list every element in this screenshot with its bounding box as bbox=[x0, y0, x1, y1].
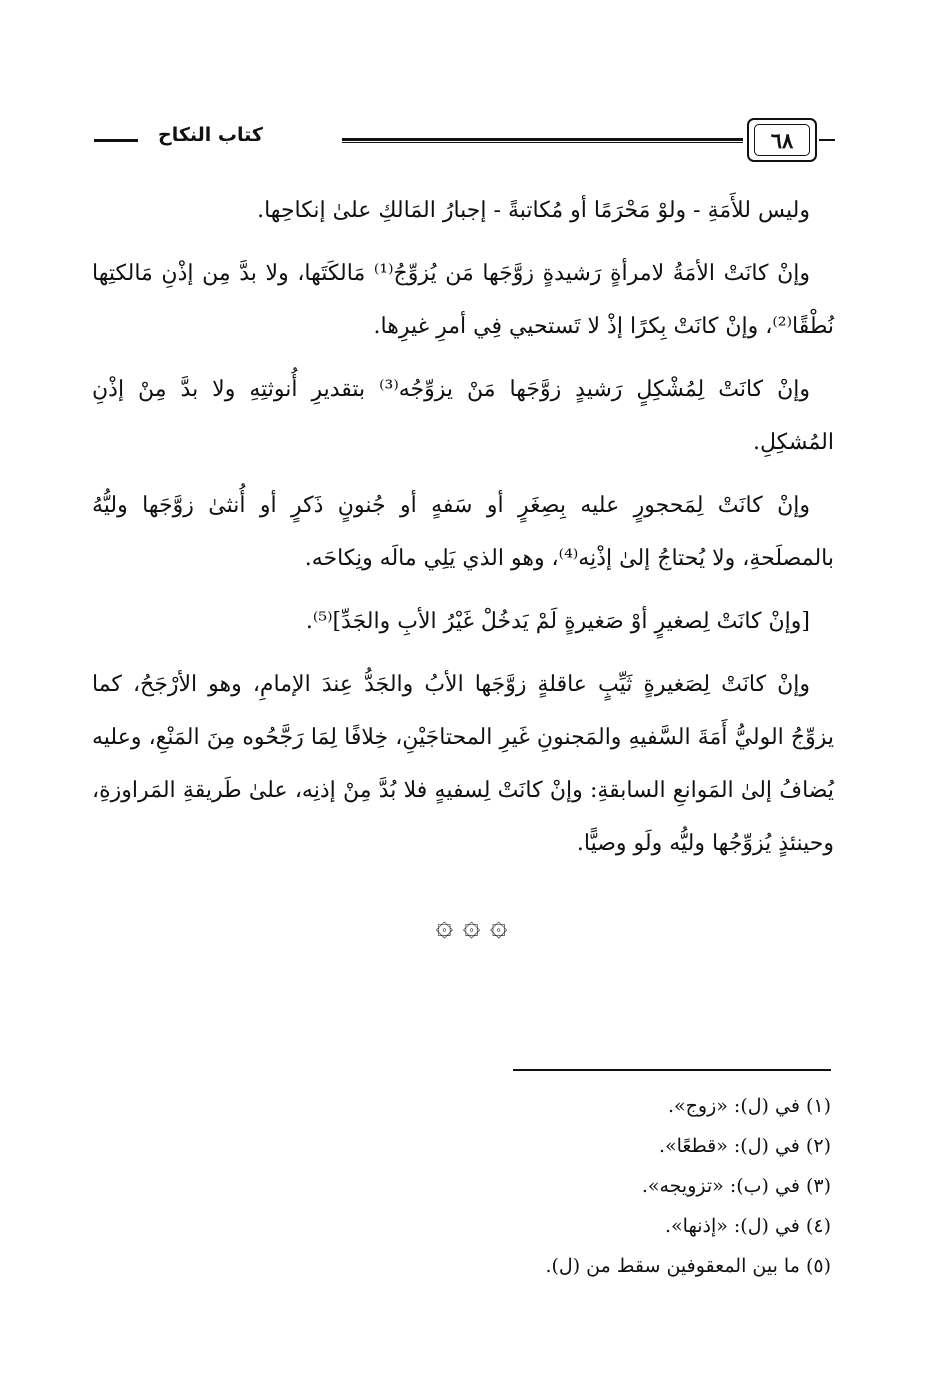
footnote-separator bbox=[513, 1069, 831, 1071]
header-rule bbox=[342, 138, 743, 141]
page-number: ٦٨ bbox=[754, 124, 810, 156]
footnote: (٥) ما بين المعقوفين سقط من (ل). bbox=[545, 1255, 831, 1277]
main-text bbox=[92, 184, 834, 880]
footnote: (١) في (ل): «زوج». bbox=[667, 1095, 831, 1117]
paragraph: [وإنْ كانَتْ لِصغيرٍ أوْ صَغيرةٍ لَمْ يَدخُلْ غَيْرُ الأبِ والجَدِّ]⁽⁵⁾. bbox=[305, 609, 810, 634]
page-number-frame bbox=[747, 118, 817, 162]
paragraph: وليس للأَمَةِ - ولوْ مَحْرَمًا أو مُكاتبةً - إجبارُ المَالكِ علىٰ إنكاحِها. bbox=[257, 198, 810, 223]
paragraph: وإنْ كانَتْ لِمُشْكِلٍ رَشيدٍ زوَّجَها مَنْ يزوِّجُه⁽³⁾ بتقديرِ أُنوثتِهِ ولا بدَّ مِنْ إذْنِ المُشكِلِ. bbox=[92, 377, 834, 455]
paragraph: وإنْ كانَتْ لِمَحجورٍ عليه بِصِغَرٍ أو سَفهٍ أو جُنونٍ ذَكرٍ أو أُنثىٰ زوَّجَها وليُّهُ بالمصلَحةِ، ولا يُحتاجُ إلىٰ إذْنِه⁽⁴⁾، وهو الذي يَلِي مالَه ونِكاحَه. bbox=[92, 493, 834, 571]
footnote: (٢) في (ل): «قطعًا». bbox=[658, 1135, 831, 1157]
paragraph: وإنْ كانَتْ لِصَغيرةٍ ثَيِّبٍ عاقلةٍ زوَّجَها الأبُ والجَدُّ عِندَ الإمامِ، وهو الأرْجَحُ، كما يزوِّجُ الوليُّ أَمَةَ السَّفيهِ والمَجنونِ غَيرِ المحتاجَيْنِ، خِلافًا لِمَا رَجَّحُوه مِنَ المَنْعِ، وعليه يُضافُ إلىٰ المَوانعِ السابقةِ: وإنْ كانَتْ لِسفيهٍ فلا بُدَّ مِنْ إذنِه، علىٰ طَريقةِ المَراوزةِ، وحينئذٍ يُزوِّجُها وليُّه ولَو وصيًّا. bbox=[92, 672, 834, 856]
page-header bbox=[94, 112, 835, 178]
section-end-ornament: ۞ ۞ ۞ bbox=[435, 908, 508, 943]
header-rule-right bbox=[819, 139, 835, 141]
running-title: كتاب النكاح bbox=[158, 124, 263, 146]
paragraph: وإنْ كانَتْ الأمَةُ لامرأةٍ رَشيدةٍ زوَّجَها مَن يُزوِّجُ⁽¹⁾ مَالكَتَها، ولا بدَّ مِن إذْنِ مَالكتِها نُطْقًا⁽²⁾، وإنْ كانَتْ بِكرًا إذْ لا تَستحيي فِي أمرِ غيرِها. bbox=[92, 261, 834, 339]
footnote: (٤) في (ل): «إذنها». bbox=[665, 1215, 831, 1237]
footnote: (٣) في (ب): «تزويجه». bbox=[641, 1175, 831, 1197]
footnotes bbox=[111, 1086, 831, 1286]
header-rule-left bbox=[94, 139, 138, 142]
